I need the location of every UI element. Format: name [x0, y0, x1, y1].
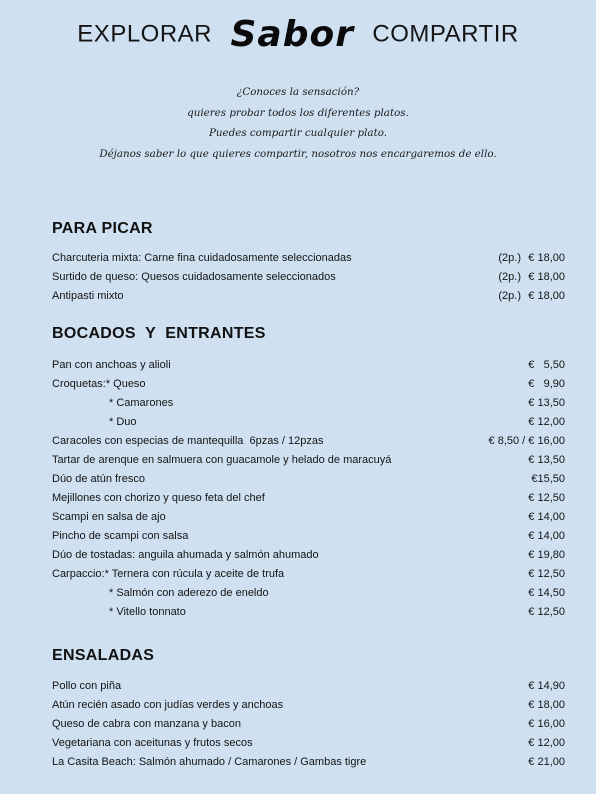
tagline-line: Puedes compartir cualquier plato. [209, 127, 387, 139]
item-name: Antipasti mixto [52, 290, 124, 302]
menu-item [52, 546, 565, 565]
item-price: € 12,50 [528, 492, 565, 504]
item-name: * Vitello tonnato [109, 606, 186, 618]
item-name: Carpaccio:* Ternera con rúcula y aceite de trufa [52, 568, 285, 580]
item-price: € 14,00 [528, 511, 565, 523]
item-name: Vegetariana con aceitunas y frutos secos [52, 737, 253, 749]
item-portion: (2p.) [498, 252, 521, 264]
tagline-line: quieres probar todos los diferentes platos. [187, 106, 409, 119]
item-price: € 13,50 [528, 454, 565, 466]
menu-item [52, 287, 565, 306]
menu-item [52, 432, 565, 451]
item-name: Queso de cabra con manzana y bacon [52, 718, 241, 730]
item-name: Mejillones con chorizo y queso feta del chef [52, 492, 265, 504]
menu-header [0, 14, 596, 55]
item-name: Tartar de arenque en salmuera con guacamole y helado de maracuyá [52, 454, 392, 466]
menu-item [52, 508, 565, 527]
menu-item [52, 394, 565, 413]
menu-item [52, 356, 565, 375]
item-name: Caracoles con especias de mantequilla 6pzas / 12pzas [52, 435, 324, 447]
item-name: Croquetas:* Queso [52, 378, 146, 390]
menu-item [52, 696, 565, 715]
item-name: Scampi en salsa de ajo [52, 511, 166, 523]
item-price: € 12,00 [528, 416, 565, 428]
item-price: € 14,50 [528, 587, 565, 599]
item-name: Pan con anchoas y alioli [52, 359, 171, 371]
item-portion: (2p.) [498, 290, 521, 302]
item-name: Pollo con piña [52, 680, 122, 692]
item-name: Dúo de tostadas: anguila ahumada y salmón ahumado [52, 549, 319, 561]
tagline [0, 82, 596, 164]
section-title-para-picar: PARA PICAR [52, 220, 153, 237]
menu-item [52, 565, 565, 584]
item-price: € 9,90 [528, 378, 565, 390]
menu-item [52, 375, 565, 394]
item-name: * Salmón con aderezo de eneldo [109, 587, 269, 599]
item-price: € 18,00 [528, 252, 565, 264]
item-portion: (2p.) [498, 271, 521, 283]
menu-item [52, 753, 565, 772]
section-title-ensaladas: ENSALADAS [52, 647, 155, 664]
item-name: * Camarones [109, 397, 174, 409]
item-name: Charcuteria mixta: Carne fina cuidadosamente seleccionadas [52, 252, 352, 264]
item-name: La Casita Beach: Salmón ahumado / Camarones / Gambas tigre [52, 756, 367, 768]
header-word-right: COMPARTIR [372, 20, 519, 48]
menu-item [52, 677, 565, 696]
menu-item [52, 489, 565, 508]
item-name: Pincho de scampi con salsa [52, 530, 189, 542]
item-price: € 18,00 [528, 699, 565, 711]
item-name: Dúo de atún fresco [52, 473, 145, 485]
menu-item [52, 451, 565, 470]
item-price: € 19,80 [528, 549, 565, 561]
item-price: € 21,00 [528, 756, 565, 768]
menu-item [52, 413, 565, 432]
menu-item [52, 249, 565, 268]
item-price: € 12,50 [528, 568, 565, 580]
tagline-line: ¿Conoces la sensación? [236, 86, 360, 98]
menu-item [52, 734, 565, 753]
item-price: € 16,00 [528, 718, 565, 730]
tagline-line: Déjanos saber lo que quieres compartir, nosotros nos encargaremos de ello. [99, 147, 497, 160]
menu-item [52, 715, 565, 734]
menu-item [52, 470, 565, 489]
item-price: € 18,00 [528, 290, 565, 302]
item-price: € 8,50 / € 16,00 [488, 435, 565, 447]
item-name: * Duo [109, 416, 137, 428]
item-price: € 14,00 [528, 530, 565, 542]
section-title-bocados-entrantes: BOCADOS Y ENTRANTES [52, 325, 266, 342]
item-price: € 12,00 [528, 737, 565, 749]
menu-item [52, 603, 565, 622]
brand-logo: Sabor [230, 14, 354, 55]
item-price: € 12,50 [528, 606, 565, 618]
menu-item [52, 527, 565, 546]
item-price: €15,50 [531, 473, 565, 485]
item-name: Atún recién asado con judías verdes y anchoas [52, 699, 284, 711]
item-price: € 5,50 [528, 359, 565, 371]
menu-item [52, 268, 565, 287]
item-price: € 13,50 [528, 397, 565, 409]
item-price: € 18,00 [528, 271, 565, 283]
menu-item [52, 584, 565, 603]
header-word-left: EXPLORAR [77, 20, 213, 48]
item-name: Surtido de queso: Quesos cuidadosamente seleccionados [52, 271, 336, 283]
item-price: € 14,90 [528, 680, 565, 692]
